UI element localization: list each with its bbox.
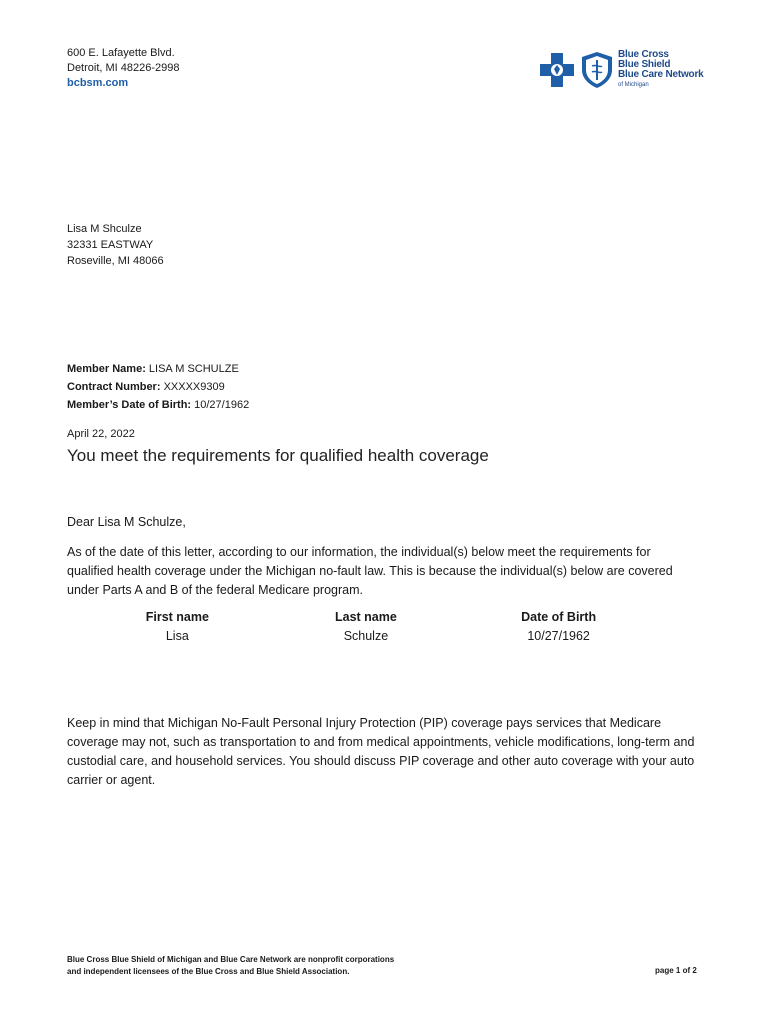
header-date-of-birth: Date of Birth: [521, 610, 597, 624]
logo-line3: Blue Care Network: [618, 69, 704, 80]
member-dob-value: 10/27/1962: [194, 399, 250, 411]
recipient-city: Roseville, MI 48066: [67, 255, 164, 267]
footer-line2: and independent licensees of the Blue Cross and Blue Shield Association.: [67, 967, 350, 976]
sender-address: [67, 46, 180, 91]
sender-address-line2: Detroit, MI 48226-2998: [67, 62, 180, 74]
salutation: Dear Lisa M Schulze,: [67, 515, 186, 529]
recipient-address: [67, 221, 164, 269]
page-number: page 1 of 2: [655, 966, 697, 975]
paragraph-1: As of the date of this letter, according to our information, the individual(s) below meet the requirements for qualified health coverage under the Michigan no-fault law. This is because the individual(s) below are covered under Parts A and B of the federal Medicare program.: [67, 545, 673, 597]
header-last-name: Last name: [335, 610, 397, 624]
contract-number-label: Contract Number:: [67, 381, 161, 393]
member-name-label: Member Name:: [67, 363, 146, 375]
contract-number-row: [67, 378, 249, 396]
letter-date: April 22, 2022: [67, 428, 135, 440]
member-name-value: LISA M SCHULZE: [148, 363, 239, 375]
paragraph-2: Keep in mind that Michigan No-Fault Personal Injury Protection (PIP) coverage pays services that Medicare coverage may not, such as transportation to and from medical appointments, vehicle modifications, long-term and custodial care, and household services. You should discuss PIP coverage and other auto coverage with your auto carrier or agent.: [67, 716, 695, 787]
blue-cross-icon: [540, 53, 574, 87]
blue-shield-icon: [582, 52, 612, 88]
logo-line1: Blue Cross: [618, 49, 669, 60]
sender-address-line1: 600 E. Lafayette Blvd.: [67, 47, 175, 59]
logo-line4: of Michigan: [618, 82, 649, 88]
recipient-name: Lisa M Shculze: [67, 223, 142, 235]
cell-last-name: Schulze: [343, 629, 389, 643]
logo-text: [618, 50, 704, 90]
table-row: [100, 629, 640, 648]
table-header-row: [100, 610, 640, 629]
recipient-street: 32331 EASTWAY: [67, 239, 154, 251]
member-dob-label: Member’s Date of Birth:: [67, 399, 192, 411]
coverage-table: [100, 610, 640, 648]
website-link[interactable]: bcbsm.com: [67, 77, 129, 89]
logo-line2: Blue Shield: [618, 59, 671, 70]
cell-date-of-birth: 10/27/1962: [527, 629, 590, 643]
footer-line1: Blue Cross Blue Shield of Michigan and Blue Care Network are nonprofit corporations: [67, 955, 395, 964]
member-name-row: [67, 360, 249, 378]
bcbs-logo: [540, 50, 704, 90]
contract-number-value: XXXXX9309: [163, 381, 225, 393]
footer-disclaimer: [67, 954, 394, 978]
letter-headline: You meet the requirements for qualified health coverage: [67, 446, 489, 465]
cell-first-name: Lisa: [165, 629, 189, 643]
header-first-name: First name: [145, 610, 209, 624]
member-dob-row: [67, 396, 249, 414]
member-info: [67, 360, 249, 414]
